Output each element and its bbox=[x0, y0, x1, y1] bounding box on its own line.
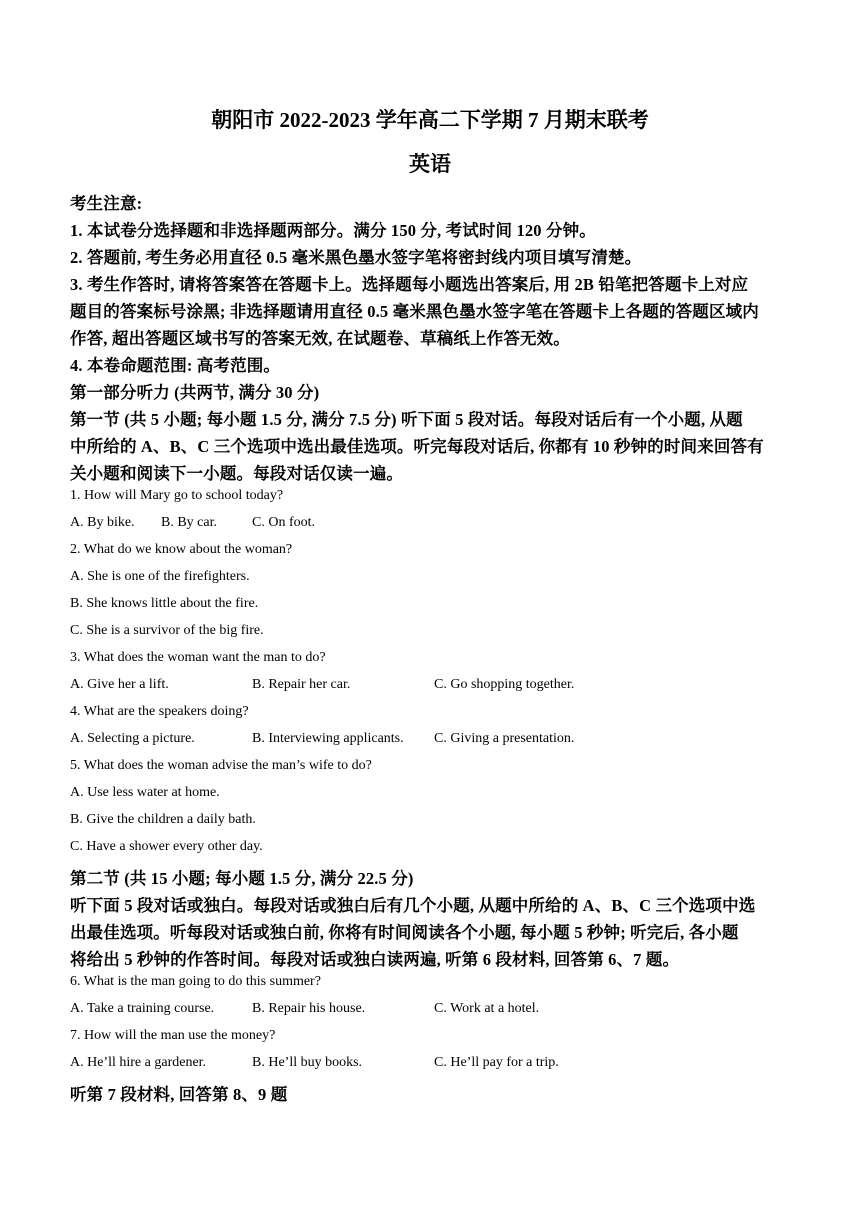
question-3-stem: 3. What does the woman want the man to do? bbox=[70, 650, 326, 665]
question-7-stem: 7. How will the man use the money? bbox=[70, 1028, 276, 1043]
note-3-line-1: 3. 考生作答时, 请将答案答在答题卡上。选择题每小题选出答案后, 用 2B 铅笔把答题卡上对应 bbox=[70, 275, 749, 294]
question-5-option-b: B. Give the children a daily bath. bbox=[70, 812, 256, 827]
question-4-option-b: B. Interviewing applicants. bbox=[252, 731, 404, 746]
section2-instructions-3: 将给出 5 秒钟的作答时间。每段对话或独白读两遍, 听第 6 段材料, 回答第 6、7 题。 bbox=[70, 950, 680, 969]
question-6-stem: 6. What is the man going to do this summer? bbox=[70, 974, 321, 989]
note-1: 1. 本试卷分选择题和非选择题两部分。满分 150 分, 考试时间 120 分钟。 bbox=[70, 221, 596, 240]
question-5-option-c: C. Have a shower every other day. bbox=[70, 839, 263, 854]
section1-instructions-1: 第一节 (共 5 小题; 每小题 1.5 分, 满分 7.5 分) 听下面 5 段对话。每段对话后有一个小题, 从题 bbox=[70, 410, 743, 429]
note-2: 2. 答题前, 考生务必用直径 0.5 毫米黑色墨水签字笔将密封线内项目填写清楚。 bbox=[70, 248, 642, 267]
question-4-option-a: A. Selecting a picture. bbox=[70, 731, 195, 746]
section2-instructions-1: 听下面 5 段对话或独白。每段对话或独白后有几个小题, 从题中所给的 A、B、C 三个选项中选 bbox=[70, 896, 756, 915]
question-6-option-a: A. Take a training course. bbox=[70, 1001, 215, 1016]
section1-instructions-3: 关小题和阅读下一小题。每段对话仅读一遍。 bbox=[70, 464, 403, 483]
exam-subject: 英语 bbox=[409, 152, 451, 176]
question-2-option-b: B. She knows little about the fire. bbox=[70, 596, 259, 611]
question-5-stem: 5. What does the woman advise the man’s wife to do? bbox=[70, 758, 372, 773]
notes-heading: 考生注意: bbox=[70, 194, 143, 213]
exam-title: 朝阳市 2022-2023 学年高二下学期 7 月期末联考 bbox=[211, 108, 649, 132]
question-1-option-a: A. By bike. bbox=[70, 515, 135, 530]
question-3-option-b: B. Repair her car. bbox=[252, 677, 351, 692]
question-7-option-c: C. He’ll pay for a trip. bbox=[434, 1055, 559, 1070]
question-4-option-c: C. Giving a presentation. bbox=[434, 731, 575, 746]
note-3-line-2: 题目的答案标号涂黑; 非选择题请用直径 0.5 毫米黑色墨水签字笔在答题卡上各题的答题区域内 bbox=[70, 302, 759, 321]
question-1-stem: 1. How will Mary go to school today? bbox=[70, 488, 284, 503]
question-1-option-b: B. By car. bbox=[161, 515, 217, 530]
question-7-option-b: B. He’ll buy books. bbox=[252, 1055, 363, 1070]
note-3-line-3: 作答, 超出答题区域书写的答案无效, 在试题卷、草稿纸上作答无效。 bbox=[70, 329, 570, 348]
question-6-option-b: B. Repair his house. bbox=[252, 1001, 366, 1016]
question-2-stem: 2. What do we know about the woman? bbox=[70, 542, 293, 557]
question-3-option-c: C. Go shopping together. bbox=[434, 677, 575, 692]
section1-instructions-2: 中所给的 A、B、C 三个选项中选出最佳选项。听完每段对话后, 你都有 10 秒钟的时间来回答有 bbox=[70, 437, 764, 456]
question-2-option-c: C. She is a survivor of the big fire. bbox=[70, 623, 264, 638]
question-1-option-c: C. On foot. bbox=[252, 515, 315, 530]
question-2-option-a: A. She is one of the firefighters. bbox=[70, 569, 250, 584]
part1-heading: 第一部分听力 (共两节, 满分 30 分) bbox=[70, 383, 320, 402]
section2-heading: 第二节 (共 15 小题; 每小题 1.5 分, 满分 22.5 分) bbox=[70, 869, 414, 888]
question-7-option-a: A. He’ll hire a gardener. bbox=[70, 1055, 207, 1070]
question-6-option-c: C. Work at a hotel. bbox=[434, 1001, 540, 1016]
note-4: 4. 本卷命题范围: 高考范围。 bbox=[70, 356, 281, 375]
section-7-heading: 听第 7 段材料, 回答第 8、9 题 bbox=[70, 1085, 288, 1104]
question-3-option-a: A. Give her a lift. bbox=[70, 677, 169, 692]
question-5-option-a: A. Use less water at home. bbox=[70, 785, 220, 800]
question-4-stem: 4. What are the speakers doing? bbox=[70, 704, 249, 719]
section2-instructions-2: 出最佳选项。听每段对话或独白前, 你将有时间阅读各个小题, 每小题 5 秒钟; 听完后, 各小题 bbox=[70, 923, 739, 942]
